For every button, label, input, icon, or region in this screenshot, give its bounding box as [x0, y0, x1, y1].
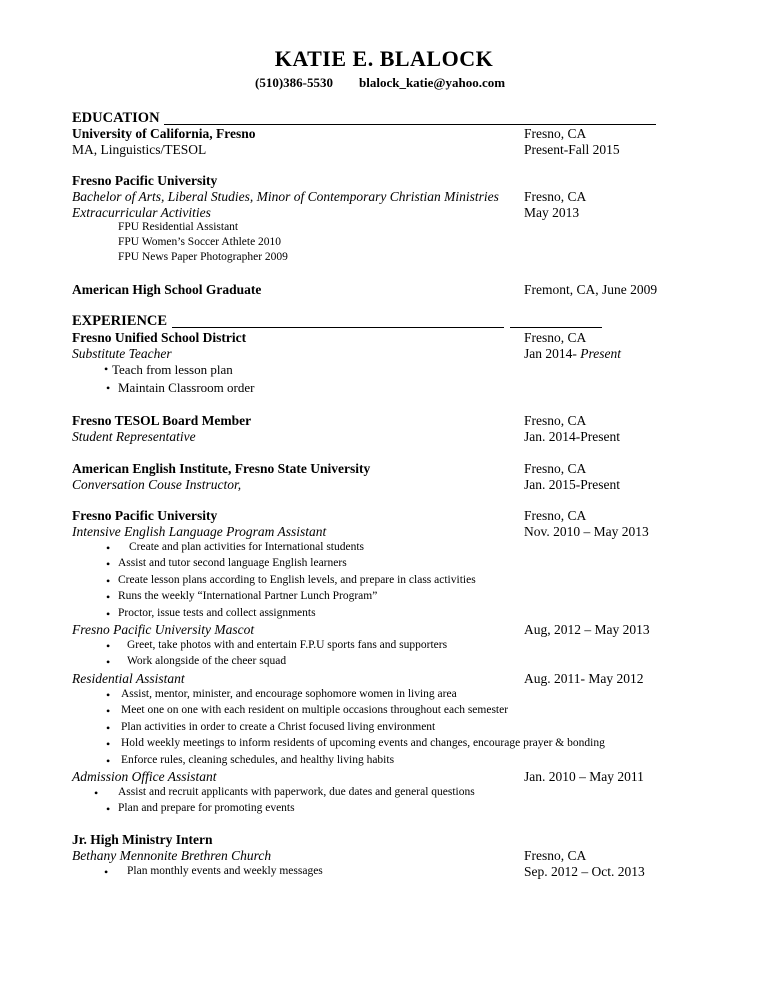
bullet-icon: • [106, 754, 111, 768]
bullet-icon: • [106, 655, 111, 669]
bullet-icon: • [94, 786, 99, 800]
experience-org: American English Institute, Fresno State University [72, 461, 371, 476]
experience-location: Fresno, CA [524, 848, 587, 863]
education-location: Fresno, CA [524, 126, 587, 141]
experience-org: Fresno Pacific University [72, 508, 218, 523]
bullet-text: Plan activities in order to create a Christ focused living environment [121, 721, 436, 733]
bullet-icon: • [106, 574, 111, 588]
experience-org: Fresno TESOL Board Member [72, 413, 252, 428]
activity-item: FPU Residential Assistant [118, 221, 239, 233]
bullet-text: Hold weekly meetings to inform residents of upcoming events and changes, encourage prayer & bonding [121, 737, 605, 749]
education-school: University of California, Fresno [72, 126, 256, 141]
bullet-icon: • [106, 541, 111, 555]
bullet-text: Create and plan activities for International students [129, 541, 365, 553]
bullet-icon: • [104, 865, 109, 879]
experience-date: Aug. 2011- May 2012 [524, 671, 644, 686]
bullet-icon: • [106, 737, 111, 751]
bullet-text: Proctor, issue tests and collect assignments [118, 607, 316, 619]
candidate-name: KATIE E. BLALOCK [274, 46, 494, 71]
bullet-icon: • [106, 607, 111, 621]
bullet-icon: • [106, 688, 111, 702]
bullet-text: Teach from lesson plan [112, 362, 233, 377]
experience-location: Fresno, CA [524, 461, 587, 476]
education-heading: EDUCATION [72, 110, 160, 126]
education-location: Fresno, CA [524, 189, 587, 204]
bullet-text: Greet, take photos with and entertain F.P.U sports fans and supporters [127, 639, 448, 651]
bullet-icon: • [106, 704, 111, 718]
experience-heading: EXPERIENCE [72, 313, 168, 329]
bullet-text: Assist and recruit applicants with paperwork, due dates and general questions [118, 786, 475, 798]
bullet-icon: • [106, 381, 111, 395]
experience-org: Fresno Unified School District [72, 330, 247, 345]
bullet-text: Meet one on one with each resident on multiple occasions throughout each semester [121, 704, 509, 716]
bullet-text: Runs the weekly “International Partner Lunch Program” [118, 590, 378, 602]
experience-location: Fresno, CA [524, 330, 587, 345]
experience-role: Bethany Mennonite Brethren Church [72, 848, 272, 863]
bullet-text: Work alongside of the cheer squad [127, 655, 287, 667]
bullet-icon: • [106, 639, 111, 653]
activity-item: FPU Women’s Soccer Athlete 2010 [118, 236, 282, 248]
bullet-icon: • [106, 590, 111, 604]
experience-location: Fresno, CA [524, 508, 587, 523]
experience-role: Admission Office Assistant [72, 769, 217, 784]
experience-role: Fresno Pacific University Mascot [72, 622, 255, 637]
bullet-text: Plan monthly events and weekly messages [127, 865, 323, 877]
phone-number: (510)386-5530 [255, 75, 333, 90]
date-end: Present [580, 346, 621, 361]
bullet-text: Plan and prepare for promoting events [118, 802, 295, 814]
bullet-icon: • [106, 802, 111, 816]
bullet-text: Assist and tutor second language English learners [118, 557, 347, 569]
activity-item: FPU News Paper Photographer 2009 [118, 251, 288, 263]
education-date: May 2013 [524, 205, 580, 220]
bullet-text: Maintain Classroom order [118, 380, 255, 395]
experience-role: Student Representative [72, 429, 196, 444]
experience-date: Aug, 2012 – May 2013 [524, 622, 650, 637]
bullet-icon: • [106, 557, 111, 571]
bullet-text: Create lesson plans according to English levels, and prepare in class activities [118, 574, 476, 586]
date-start: Jan 2014- [524, 346, 581, 361]
experience-date: Nov. 2010 – May 2013 [524, 524, 649, 539]
experience-date [524, 346, 621, 362]
experience-org: Jr. High Ministry Intern [72, 832, 213, 847]
experience-role: Intensive English Language Program Assistant [72, 524, 327, 539]
education-school: American High School Graduate [72, 282, 262, 297]
experience-role: Residential Assistant [72, 671, 185, 686]
extracurricular-label: Extracurricular Activities [72, 205, 211, 220]
experience-rule [172, 327, 504, 328]
education-degree: Bachelor of Arts, Liberal Studies, Minor of Contemporary Christian Ministries [72, 189, 499, 204]
experience-role: Conversation Couse Instructor, [72, 477, 242, 492]
education-degree: MA, Linguistics/TESOL [72, 142, 207, 157]
bullet-text: Assist, mentor, minister, and encourage sophomore women in living area [121, 688, 457, 700]
email-address: blalock_katie@yahoo.com [359, 75, 506, 90]
bullet-icon: • [106, 721, 111, 735]
bullet-icon: • [104, 362, 109, 376]
education-location: Fremont, CA, June 2009 [524, 282, 658, 297]
education-date: Present-Fall 2015 [524, 142, 620, 157]
experience-rule [510, 327, 602, 328]
experience-date: Sep. 2012 – Oct. 2013 [524, 864, 645, 879]
education-rule [164, 124, 656, 125]
experience-date: Jan. 2014-Present [524, 429, 620, 444]
experience-role: Substitute Teacher [72, 346, 172, 361]
experience-date: Jan. 2010 – May 2011 [524, 769, 644, 784]
experience-location: Fresno, CA [524, 413, 587, 428]
experience-date: Jan. 2015-Present [524, 477, 620, 492]
education-school: Fresno Pacific University [72, 173, 218, 188]
bullet-text: Enforce rules, cleaning schedules, and healthy living habits [121, 754, 395, 766]
